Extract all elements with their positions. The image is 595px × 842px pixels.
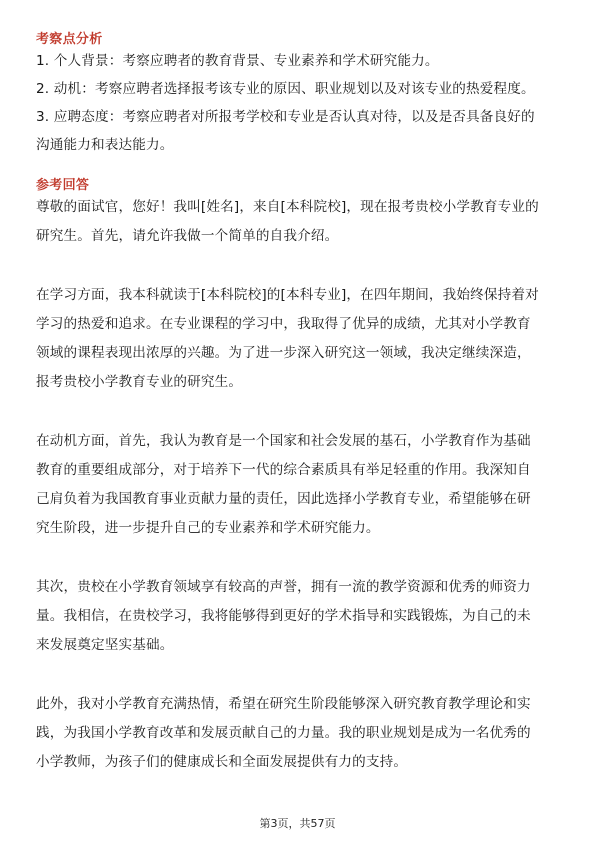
answer-line: 来发展奠定坚实基础。 xyxy=(36,637,174,653)
answer-line: 教育的重要组成部分，对于培养下一代的综合素质具有举足轻重的作用。我深知自 xyxy=(36,462,531,478)
answer-line: 究生阶段，进一步提升自己的专业素养和学术研究能力。 xyxy=(36,520,380,536)
answer-line: 小学教师，为孩子们的健康成长和全面发展提供有力的支持。 xyxy=(36,754,408,770)
answer-line: 践，为我国小学教育改革和发展贡献自己的力量。我的职业规划是成为一名优秀的 xyxy=(36,725,531,741)
answer-line: 研究生。首先，请允许我做一个简单的自我介绍。 xyxy=(36,228,339,244)
answer-line: 在动机方面，首先，我认为教育是一个国家和社会发展的基石，小学教育作为基础 xyxy=(36,433,531,449)
answer-line: 学习的热爱和追求。在专业课程的学习中，我取得了优异的成绩，尤其对小学教育 xyxy=(36,316,531,332)
answer-line: 己肩负着为我国教育事业贡献力量的责任，因此选择小学教育专业，希望能够在研 xyxy=(36,491,531,507)
analysis-item: 1. 个人背景：考察应聘者的教育背景、专业素养和学术研究能力。 xyxy=(36,53,439,69)
analysis-heading: 考察点分析 xyxy=(36,32,103,47)
answer-heading: 参考回答 xyxy=(36,178,90,193)
answer-line: 量。我相信，在贵校学习，我将能够得到更好的学术指导和实践锻炼，为自己的未 xyxy=(36,608,531,624)
analysis-item-continuation: 沟通能力和表达能力。 xyxy=(36,137,174,153)
answer-line: 报考贵校小学教育专业的研究生。 xyxy=(36,374,243,390)
answer-line: 此外，我对小学教育充满热情，希望在研究生阶段能够深入研究教育教学理论和实 xyxy=(36,696,531,712)
answer-line: 领域的课程表现出浓厚的兴趣。为了进一步深入研究这一领域，我决定继续深造， xyxy=(36,345,531,361)
analysis-item: 2. 动机：考察应聘者选择报考该专业的原因、职业规划以及对该专业的热爱程度。 xyxy=(36,81,535,97)
page-number: 第3页，共57页 xyxy=(259,817,336,830)
answer-line: 尊敬的面试官，您好！我叫[姓名]，来自[本科院校]，现在报考贵校小学教育专业的 xyxy=(36,199,539,215)
analysis-item: 3. 应聘态度：考察应聘者对所报考学校和专业是否认真对待，以及是否具备良好的 xyxy=(36,109,535,125)
answer-line: 其次，贵校在小学教育领域享有较高的声誉，拥有一流的教学资源和优秀的师资力 xyxy=(36,579,531,595)
answer-line: 在学习方面，我本科就读于[本科院校]的[本科专业]，在四年期间，我始终保持着对 xyxy=(36,287,539,303)
